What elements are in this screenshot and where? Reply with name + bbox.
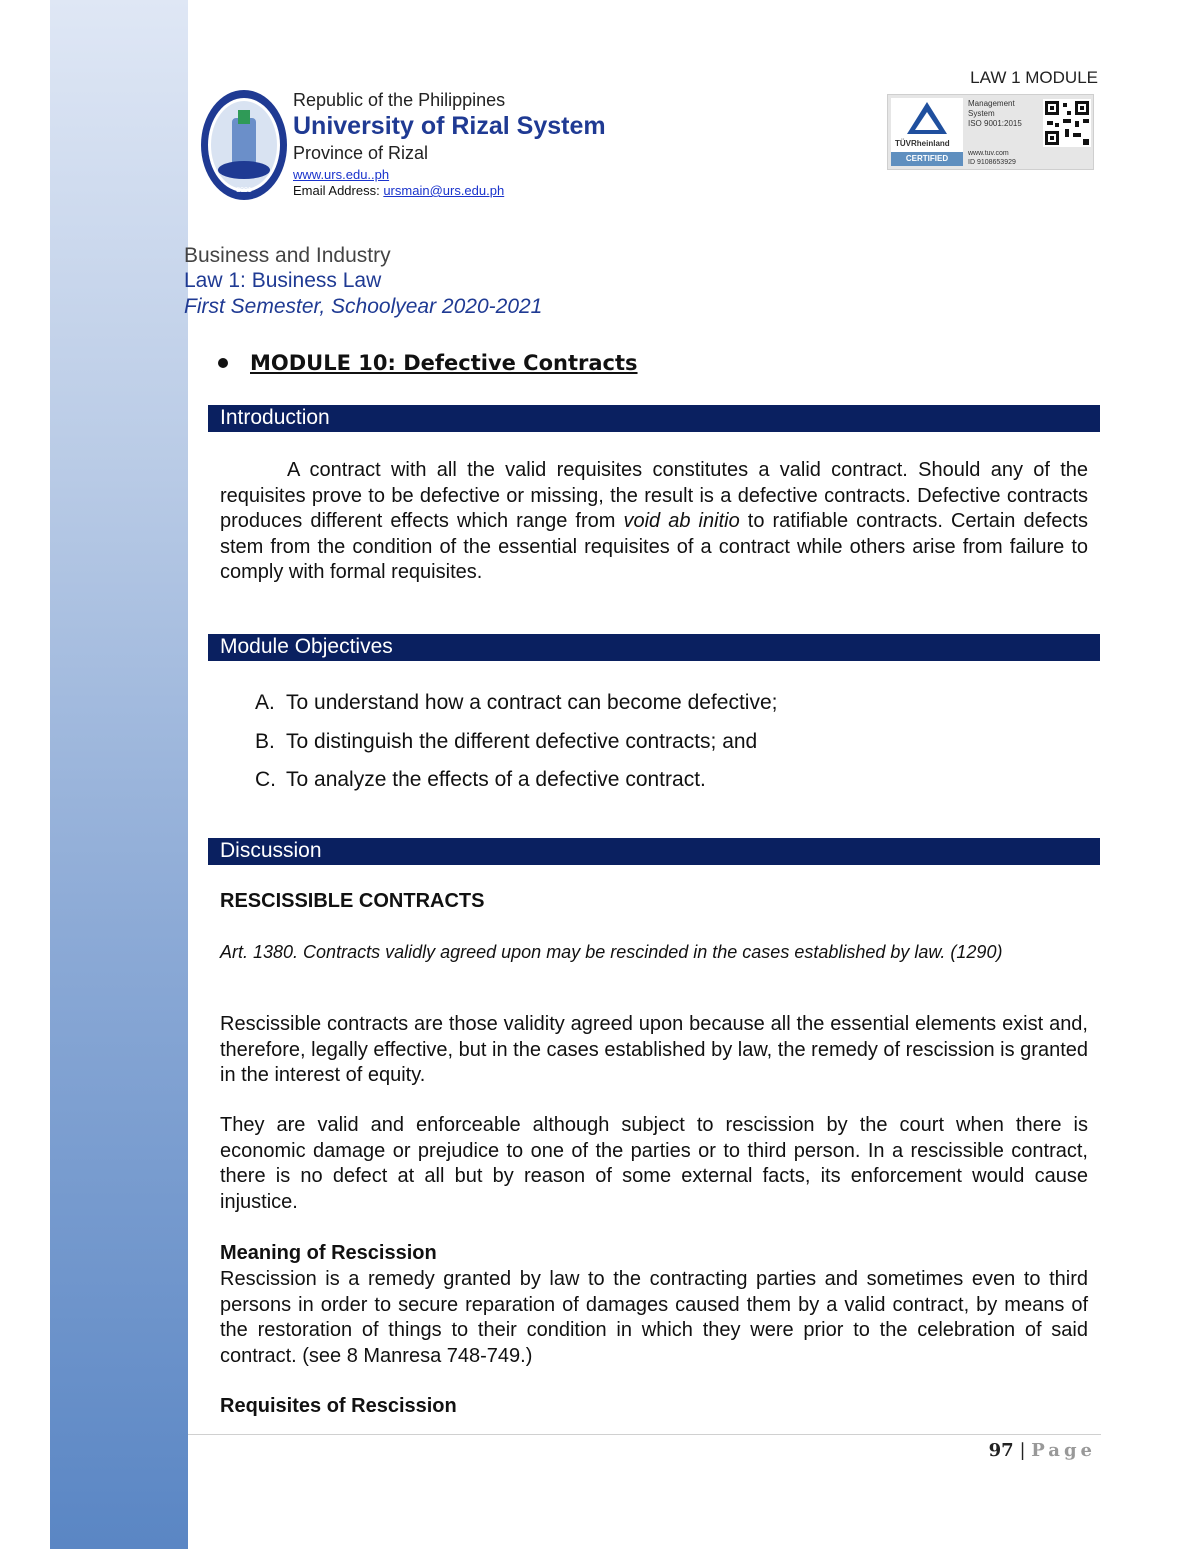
module-title: MODULE 10: Defective Contracts — [218, 350, 638, 375]
iso-certification-badge — [887, 94, 1094, 170]
list-item: A. To understand how a contract can become defective; — [255, 691, 778, 714]
section-band-introduction: Introduction — [208, 405, 1100, 432]
email-line — [293, 183, 606, 198]
rescissible-paragraph-1: Rescissible contracts are those validity agreed upon because all the essential elements exist and, therefore, legally effective, but in the cases established by law, the remedy of rescission is granted in the interest of equity. — [220, 1013, 1088, 1086]
province-label: Province of Rizal — [293, 143, 429, 163]
rescissible-paragraph-2: They are valid and enforceable although subject to rescission by the court when there is economic damage or prejudice to one of the parties or to third person. In a rescissible contract, there is no defect at all but by reason of some external facts, its enforcement would cause injustice. — [220, 1114, 1088, 1213]
cert-details: Management System ISO 9001:2015 — [968, 99, 1022, 128]
footer-divider — [188, 1434, 1101, 1435]
republic-label: Republic of the Philippines — [293, 90, 506, 110]
svg-text:2001: 2001 — [236, 187, 252, 194]
university-seal-icon — [200, 88, 288, 203]
section-band-objectives: Module Objectives — [208, 634, 1100, 661]
tuv-logo — [891, 98, 963, 166]
email-link[interactable]: ursmain@urs.edu.ph — [383, 183, 505, 198]
section-band-discussion: Discussion — [208, 838, 1100, 865]
list-item: C. To analyze the effects of a defective contract. — [255, 768, 706, 791]
course-title: Law 1: Business Law — [184, 269, 382, 292]
decorative-sidebar — [50, 0, 188, 1549]
objectives-list — [255, 684, 777, 800]
list-item: B. To distinguish the different defective contracts; and — [255, 729, 758, 753]
email-label: Email Address: — [293, 183, 384, 198]
bullet-icon — [218, 358, 228, 368]
requisites-heading: Requisites of Rescission — [220, 1395, 457, 1417]
rescissible-heading: RESCISSIBLE CONTRACTS — [220, 890, 485, 912]
article-1380: Art. 1380. Contracts validly agreed upon may be rescinded in the cases established by law. (1290) — [220, 942, 1003, 962]
qr-code-icon — [1043, 99, 1091, 147]
meaning-paragraph: Rescission is a remedy granted by law to the contracting parties and sometimes even to third persons in order to secure reparation of damages caused them by a valid contract, by means of the restoration of things to their condition in which they were prior to the celebration of said contract. (see 8 Manresa 748-749.) — [220, 1268, 1088, 1367]
tuv-triangle-icon — [891, 98, 963, 138]
website-link[interactable]: www.urs.edu..ph — [293, 167, 390, 182]
cert-id: www.tuv.com ID 9108653929 — [968, 150, 1016, 166]
meaning-heading: Meaning of Rescission — [220, 1242, 437, 1264]
tuv-brand: TÜVRheinland — [895, 139, 950, 148]
university-header — [293, 90, 606, 198]
certified-label: CERTIFIED — [891, 152, 963, 166]
intro-paragraph: A contract with all the valid requisites constitutes a valid contract. Should any of the requisites prove to be defective or missing, the result is a defective contracts. Defective contracts produces different effects which range from void ab initio to ratifiable contracts. Certain defects stem from the condition of the essential requisites of a contract while others arise from failure to comply with formal requisites. — [220, 459, 1088, 583]
department-label: Business and Industry — [184, 244, 391, 267]
module-tag: LAW 1 MODULE — [970, 68, 1098, 87]
university-name: University of Rizal System — [293, 112, 606, 140]
course-info — [184, 243, 542, 320]
page-number: 97 | Page — [988, 1440, 1096, 1461]
semester-label: First Semester, Schoolyear 2020-2021 — [184, 295, 543, 318]
